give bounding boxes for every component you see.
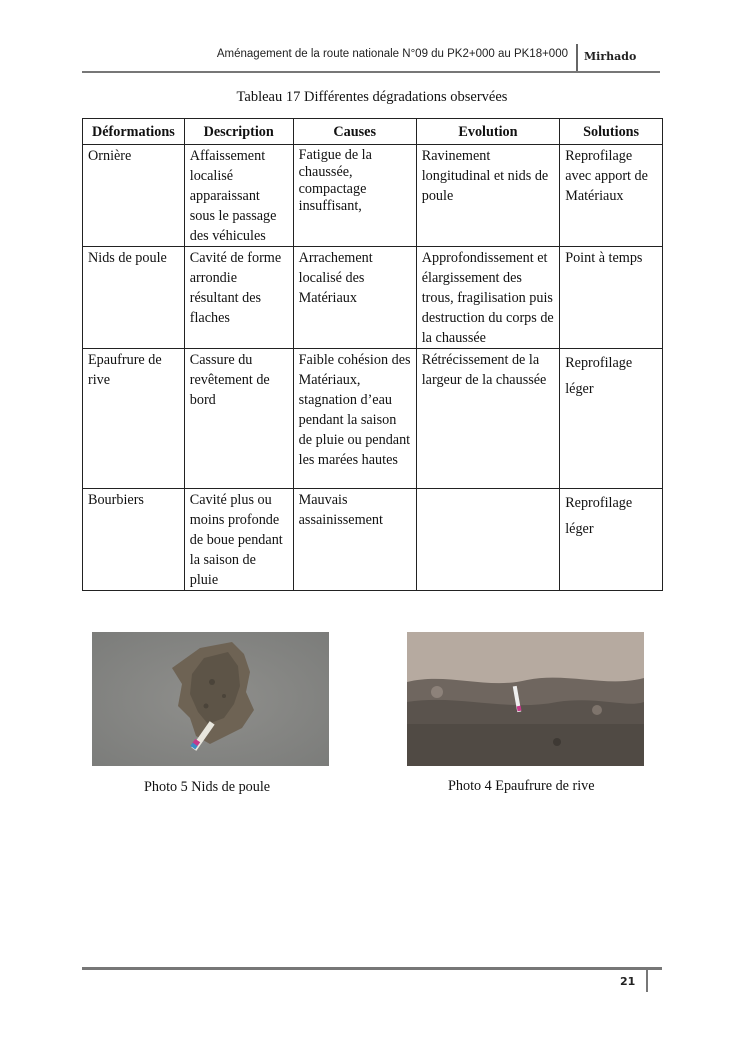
table-cell: Ornière <box>83 145 185 247</box>
footer-separator <box>646 970 648 992</box>
photo-road-edge <box>407 632 644 766</box>
table-cell: Nids de poule <box>83 247 185 349</box>
table-cell: Cassure du revêtement de bord <box>184 349 293 489</box>
table-row <box>83 349 663 489</box>
photo-caption-right: Photo 4 Epaufrure de rive <box>448 778 595 794</box>
degradations-table <box>82 118 663 591</box>
table-cell: Rétrécissement de la largeur de la chaussée <box>416 349 559 489</box>
table-cell: Reprofilage avec apport de Matériaux <box>560 145 663 247</box>
table-cell: Epaufrure de rive <box>83 349 185 489</box>
page-number: 21 <box>620 975 636 988</box>
table-cell: Fatigue de la chaussée, compactage insuffisant, <box>293 145 416 247</box>
table-cell: Faible cohésion des Matériaux, stagnation d’eau pendant la saison de pluie ou pendant les marées hautes <box>293 349 416 489</box>
table-row <box>83 145 663 247</box>
header-separator <box>576 44 578 72</box>
column-header: Causes <box>293 119 416 145</box>
header-author: Mirhado <box>584 50 637 63</box>
table-cell: Arrachement localisé des Matériaux <box>293 247 416 349</box>
column-header: Evolution <box>416 119 559 145</box>
table-cell: Reprofilage léger <box>560 489 663 591</box>
table-row <box>83 247 663 349</box>
footer-rule <box>82 967 662 970</box>
table-cell: Approfondissement et élargissement des trous, fragilisation puis destruction du corps de la chaussée <box>416 247 559 349</box>
table-cell: Cavité plus ou moins profonde de boue pendant la saison de pluie <box>184 489 293 591</box>
table-cell: Point à temps <box>560 247 663 349</box>
table-cell: Cavité de forme arrondie résultant des flaches <box>184 247 293 349</box>
table-row <box>83 489 663 591</box>
photo-pothole <box>92 632 329 766</box>
column-header: Déformations <box>83 119 185 145</box>
table-cell: Bourbiers <box>83 489 185 591</box>
table-header-row <box>83 119 663 145</box>
column-header: Solutions <box>560 119 663 145</box>
header-bar <box>82 44 662 72</box>
table-caption: Tableau 17 Différentes dégradations observées <box>236 89 508 105</box>
table-cell: Ravinement longitudinal et nids de poule <box>416 145 559 247</box>
table-cell <box>416 489 559 591</box>
header-rule <box>82 71 660 73</box>
table-cell: Affaissement localisé apparaissant sous le passage des véhicules <box>184 145 293 247</box>
header-title: Aménagement de la route nationale N°09 du PK2+000 au PK18+000 <box>216 48 568 60</box>
column-header: Description <box>184 119 293 145</box>
table-cell: Mauvais assainissement <box>293 489 416 591</box>
pothole-image <box>92 632 329 766</box>
photo-caption-left: Photo 5 Nids de poule <box>144 779 271 795</box>
table-cell: Reprofilage léger <box>560 349 663 489</box>
road-edge-image <box>407 632 644 766</box>
